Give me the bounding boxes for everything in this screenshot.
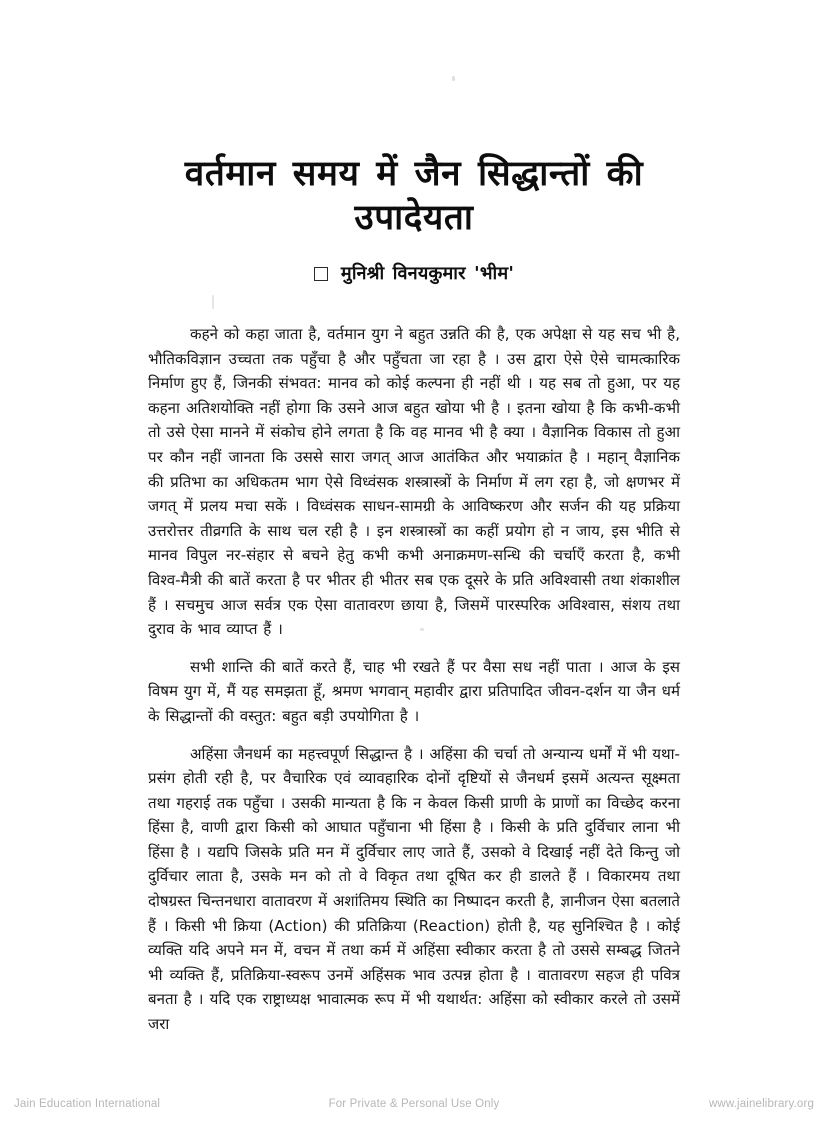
paragraph-text: कहने को कहा जाता है, वर्तमान युग ने बहुत उन्नति की है, एक अपेक्षा से यह सच भी है, भौतिकविज्ञान उच्चता तक पहुँचा है और पहुँचता जा रहा है । उस द्वारा ऐसे ऐसे चामत्कारिक निर्माण हुए हैं, जिनकी संभवत: मानव को कोई कल्पना ही नहीं थी । यह सब तो हुआ, पर यह कहना अतिशयोक्ति नहीं होगा कि उसने आज बहुत खोया भी है । इतना खोया है कि कभी-कभी तो उसे ऐसा मानने में संकोच होने लगता है कि वह मानव भी है क्या । वैज्ञानिक विकास तो हुआ पर कौन नहीं जानता कि उससे सारा जगत् आज आतंकित और भयाक्रांत है । महान् वैज्ञानिक की प्रतिभा का अधिकतम भाग ऐसे विध्वंसक शस्त्रास्त्रों के निर्माण में लग रहा है, जो क्षणभर में जगत् में प्रलय मचा सकें । विध्वंसक साधन-सामग्री के आविष्करण और सर्जन की यह प्रक्रिया उत्तरोत्तर तीव्रगति के साथ चल रही है । इन शस्त्रास्त्रों का कहीं प्रयोग हो न जाय, इस भीति से मानव विपुल नर-संहार से बचने हेतु कभी कभी अनाक्रमण-सन्धि की चर्चाएँ करता है, कभी विश्व-मैत्री की बातें करता है पर भीतर ही भीतर सब एक दूसरे के प्रति अविश्वासी तथा शंकाशील हैं । सचमुच आज सर्वत्र एक ऐसा वातावरण छाया है, जिसमें पारस्परिक अविश्वास, संशय तथा दुराव के भाव व्याप्त हैं । <box>148 325 680 639</box>
author-byline <box>114 261 714 285</box>
paragraph-2 <box>148 655 680 729</box>
author-name: मुनिश्री विनयकुमार 'भीम' <box>340 263 515 284</box>
footer-organization: Jain Education International <box>14 1098 161 1110</box>
paragraph-1 <box>148 322 680 642</box>
square-bullet-icon <box>314 267 328 281</box>
footer-website-url[interactable]: www.jainelibrary.org <box>708 1098 814 1110</box>
paragraph-text: सभी शान्ति की बातें करते हैं, चाह भी रखते हैं पर वैसा सध नहीं पाता । आज के इस विषम युग में, मैं यह समझता हूँ, श्रमण भगवान् महावीर द्वारा प्रतिपादित जीवन-दर्शन या जैन धर्म के सिद्धान्तों की वस्तुत: बहुत बड़ी उपयोगिता है । <box>148 657 680 725</box>
scan-artifact-speck <box>452 76 455 81</box>
footer-usage-notice: For Private & Personal Use Only <box>328 1098 500 1110</box>
scan-artifact-speck <box>212 295 214 309</box>
page-title <box>114 152 714 240</box>
paragraph-text: अहिंसा जैनधर्म का महत्त्वपूर्ण सिद्धान्त है । अहिंसा की चर्चा तो अन्यान्य धर्मों में भी यथा-प्रसंग होती रही है, पर वैचारिक एवं व्यावहारिक दोनों दृष्टियों से जैनधर्म इसमें अत्यन्त सूक्ष्मता तथा गहराई तक पहुँचा । उसकी मान्यता है कि न केवल किसी प्राणी के प्राणों का विच्छेद करना हिंसा है, वाणी द्वारा किसी को आघात पहुँचाना भी हिंसा है । किसी के प्रति दुर्विचार लाना भी हिंसा है । यद्यपि जिसके प्रति मन में दुर्विचार लाए जाते हैं, उसको वे दिखाई नहीं देते किन्तु जो दुर्विचार लाता है, उसके मन को तो वे विकृत तथा दूषित कर ही डालते हैं । विकारमय तथा दोषग्रस्त चिन्तनधारा वातावरण में अशांतिमय स्थिति का निष्पादन करती है, ज्ञानीजन ऐसा बतलाते हैं । किसी भी क्रिया (Action) की प्रतिक्रिया (Reaction) होती है, यह सुनिश्चित है । कोई व्यक्ति यदि अपने मन में, वचन में तथा कर्म में अहिंसा स्वीकार करता है तो उससे सम्बद्ध जितने भी व्यक्ति हैं, प्रतिक्रिया-स्वरूप उनमें अहिंसक भाव उत्पन्न होता है । वातावरण सहज ही पवित्र बनता है । यदि एक राष्ट्राध्यक्ष भावात्मक रूप में भी यथार्थत: अहिंसा को स्वीकार करले तो उसमें जरा <box>148 744 680 1034</box>
title-line-1: वर्तमान समय में जैन सिद्धान्तों की <box>184 154 644 194</box>
article-body <box>148 322 680 1037</box>
title-line-2: उपादेयता <box>354 198 474 238</box>
paragraph-3 <box>148 742 680 1037</box>
page-footer <box>0 1095 828 1113</box>
